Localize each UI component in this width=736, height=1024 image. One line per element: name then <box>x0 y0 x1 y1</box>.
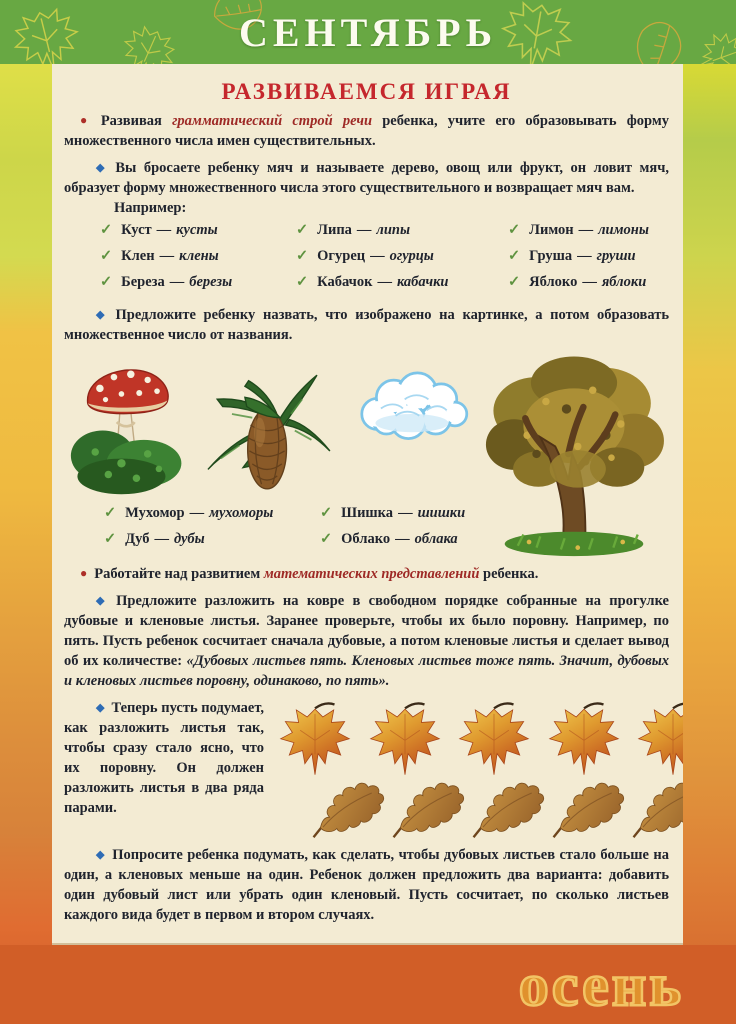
season-label: осень <box>518 952 684 1018</box>
dash: — <box>154 531 169 548</box>
grammar-lead-post: ребенка, учите его образовывать форму множественного числа имен существительных. <box>64 113 669 149</box>
plural: кабачки <box>396 274 449 291</box>
grammar-lead-paragraph <box>64 111 669 151</box>
dash: — <box>377 274 392 291</box>
word-pair <box>320 529 465 550</box>
singular: Липа <box>317 222 352 238</box>
oak-leaf-icon <box>464 784 544 838</box>
word-pairs-list <box>64 220 669 298</box>
check-icon: ✓ <box>104 505 117 522</box>
plural: яблоки <box>601 274 647 291</box>
singular: Огурец <box>317 248 366 265</box>
diamond-icon: ◆ <box>96 595 110 608</box>
plural: огурцы <box>389 248 434 265</box>
dash: — <box>395 531 410 548</box>
plural: дубы <box>173 531 205 548</box>
pairs-task-text: Теперь пусть подумает, как разложить листья так, чтобы сразу стало ясно, что их поровну. Он должен разложить листья в два ряда парами. <box>64 700 264 817</box>
math-lead-post: ребенка. <box>479 566 539 583</box>
plural: лимоны <box>598 222 649 238</box>
spruce-branch-with-pine-cone-illustration <box>198 353 338 499</box>
leaves-pairs-block <box>64 698 669 838</box>
word-pair <box>100 246 296 267</box>
singular: Яблоко <box>529 274 578 291</box>
oak-leaf-icon <box>624 784 683 838</box>
oak-leaf-icon <box>544 784 624 838</box>
singular: Лимон <box>529 222 574 238</box>
check-icon: ✓ <box>320 505 333 522</box>
diamond-icon: ◆ <box>96 309 109 322</box>
diamond-icon: ◆ <box>96 702 105 715</box>
pairs-task-paragraph <box>64 698 264 818</box>
math-lead-emphasis: математических представлений <box>263 566 480 583</box>
cloud-illustration <box>348 361 476 445</box>
plural: кусты <box>176 222 218 238</box>
word-pair <box>296 246 508 267</box>
dash: — <box>159 248 175 265</box>
check-icon: ✓ <box>296 222 309 238</box>
bullet-icon: ● <box>80 113 94 127</box>
singular: Кабачок <box>317 274 373 291</box>
check-icon: ✓ <box>100 222 113 238</box>
word-pairs-column <box>508 220 649 298</box>
word-pair <box>508 246 649 267</box>
dash: — <box>577 248 592 265</box>
oak-leaf-icon <box>384 784 464 838</box>
word-pair <box>104 503 320 524</box>
word-pair <box>104 529 320 550</box>
plural: мухоморы <box>209 505 274 522</box>
dash: — <box>370 248 385 265</box>
check-icon: ✓ <box>508 222 521 238</box>
carpet-task-quote: «Дубовых листьев пять. Кленовых листьев тоже пять. Значит, дубовых и кленовых листьев поровну, одинаково, по пять». <box>64 653 670 690</box>
content-panel <box>52 64 683 945</box>
check-icon: ✓ <box>104 531 117 548</box>
carpet-task-paragraph <box>64 591 669 691</box>
word-pairs-column <box>320 503 465 555</box>
diamond-icon: ◆ <box>96 162 109 174</box>
right-border-gradient <box>683 64 736 1024</box>
dash: — <box>156 222 172 238</box>
month-banner <box>0 0 736 64</box>
bullet-icon: ● <box>80 566 88 581</box>
maple-leaves-row <box>274 698 683 778</box>
variants-task-text: Попросите ребенка подумать, как сделать, чтобы дубовых листьев стало больше на один, а кленовых меньше на один. Ребенок должен предложить два варианта: добавить один дубовый лист или убрать один кленовый. Пусть сосчитает, по сколько листьев каждого вида будет в первом и втором случаях. <box>64 847 669 924</box>
dash: — <box>356 222 372 238</box>
oak-leaves-row <box>274 778 683 838</box>
ball-task-paragraph <box>64 158 669 198</box>
check-icon: ✓ <box>100 274 113 291</box>
maple-leaf-icon <box>455 698 533 778</box>
word-pairs-column <box>100 220 296 298</box>
check-icon: ✓ <box>296 248 309 265</box>
diamond-icon: ◆ <box>96 849 106 862</box>
dash: — <box>398 505 413 522</box>
dash: — <box>189 505 205 522</box>
grammar-lead-emphasis: грамматический строй речи <box>172 113 373 129</box>
oak-tree-wrap <box>479 349 669 557</box>
picture-task-paragraph <box>64 305 669 345</box>
plural: груши <box>596 248 636 265</box>
maple-leaf-icon <box>276 698 354 778</box>
singular: Мухомор <box>125 505 185 522</box>
ball-task-text: Вы бросаете ребенку мяч и называете дерево, овощ или фрукт, он ловит мяч, образует форму множественного числа этого существительного и возвращает мяч вам. <box>64 160 670 196</box>
plural: липы <box>376 222 411 238</box>
example-label: Например: <box>114 200 187 216</box>
word-pair <box>100 272 296 293</box>
singular: Береза <box>121 274 165 291</box>
plural: шишки <box>417 505 466 522</box>
check-icon: ✓ <box>508 274 521 291</box>
pictures-left-column <box>64 349 479 557</box>
dash: — <box>578 222 594 238</box>
carpet-task-text: Предложите разложить на ковре в свободном порядке собранные на прогулке дубовые и кленовые листья. Заранее проверьте, чтобы их было поровну. Например, по пять. Пусть ребенок сосчитает сначала дубовые, а потом кленовые листья и сделает вывод об их количестве: <box>64 593 669 670</box>
grammar-lead-pre: Развивая <box>100 113 173 129</box>
dash: — <box>169 274 185 291</box>
singular: Дуб <box>125 531 150 548</box>
plural: клены <box>179 248 219 265</box>
section-title: РАЗВИВАЕМСЯ ИГРАЯ <box>221 79 512 104</box>
picture-task-text: Предложите ребенку назвать, что изображено на картинке, а потом образовать множественное число от названия. <box>64 307 669 344</box>
month-title: СЕНТЯБРЬ <box>238 10 498 55</box>
left-border-gradient <box>0 64 52 1024</box>
pictures-block <box>64 349 669 557</box>
word-pair <box>296 272 508 293</box>
maple-leaf-icon <box>545 698 623 778</box>
maple-leaf-icon <box>366 698 444 778</box>
plural: облака <box>414 531 458 548</box>
fly-agaric-mushroom-illustration <box>66 349 190 497</box>
leaves-rows <box>264 698 683 838</box>
word-pairs-column <box>104 503 320 555</box>
check-icon: ✓ <box>100 248 113 265</box>
check-icon: ✓ <box>296 274 309 291</box>
season-footer-bar <box>0 945 736 1024</box>
math-lead-pre: Работайте над развитием <box>94 566 264 583</box>
word-pairs-column <box>296 220 508 298</box>
singular: Груша <box>529 248 573 265</box>
dash: — <box>582 274 597 291</box>
maple-leaf-icon <box>634 698 683 778</box>
variants-task-paragraph <box>64 845 669 925</box>
plural: березы <box>189 274 233 291</box>
word-pair <box>320 503 465 524</box>
pictures-row <box>64 349 479 499</box>
singular: Облако <box>341 531 391 548</box>
pairs-task-column <box>64 698 264 838</box>
oak-leaf-icon <box>304 784 384 838</box>
oak-tree-illustration <box>479 349 669 557</box>
math-lead-paragraph <box>64 564 669 584</box>
check-icon: ✓ <box>508 248 521 265</box>
singular: Клен <box>121 248 155 265</box>
picture-word-pairs-list <box>64 503 479 555</box>
check-icon: ✓ <box>320 531 333 548</box>
word-pair <box>100 220 296 241</box>
singular: Куст <box>121 222 152 238</box>
word-pair <box>508 272 649 293</box>
singular: Шишка <box>341 505 394 522</box>
word-pair <box>508 220 649 241</box>
word-pair <box>296 220 508 241</box>
